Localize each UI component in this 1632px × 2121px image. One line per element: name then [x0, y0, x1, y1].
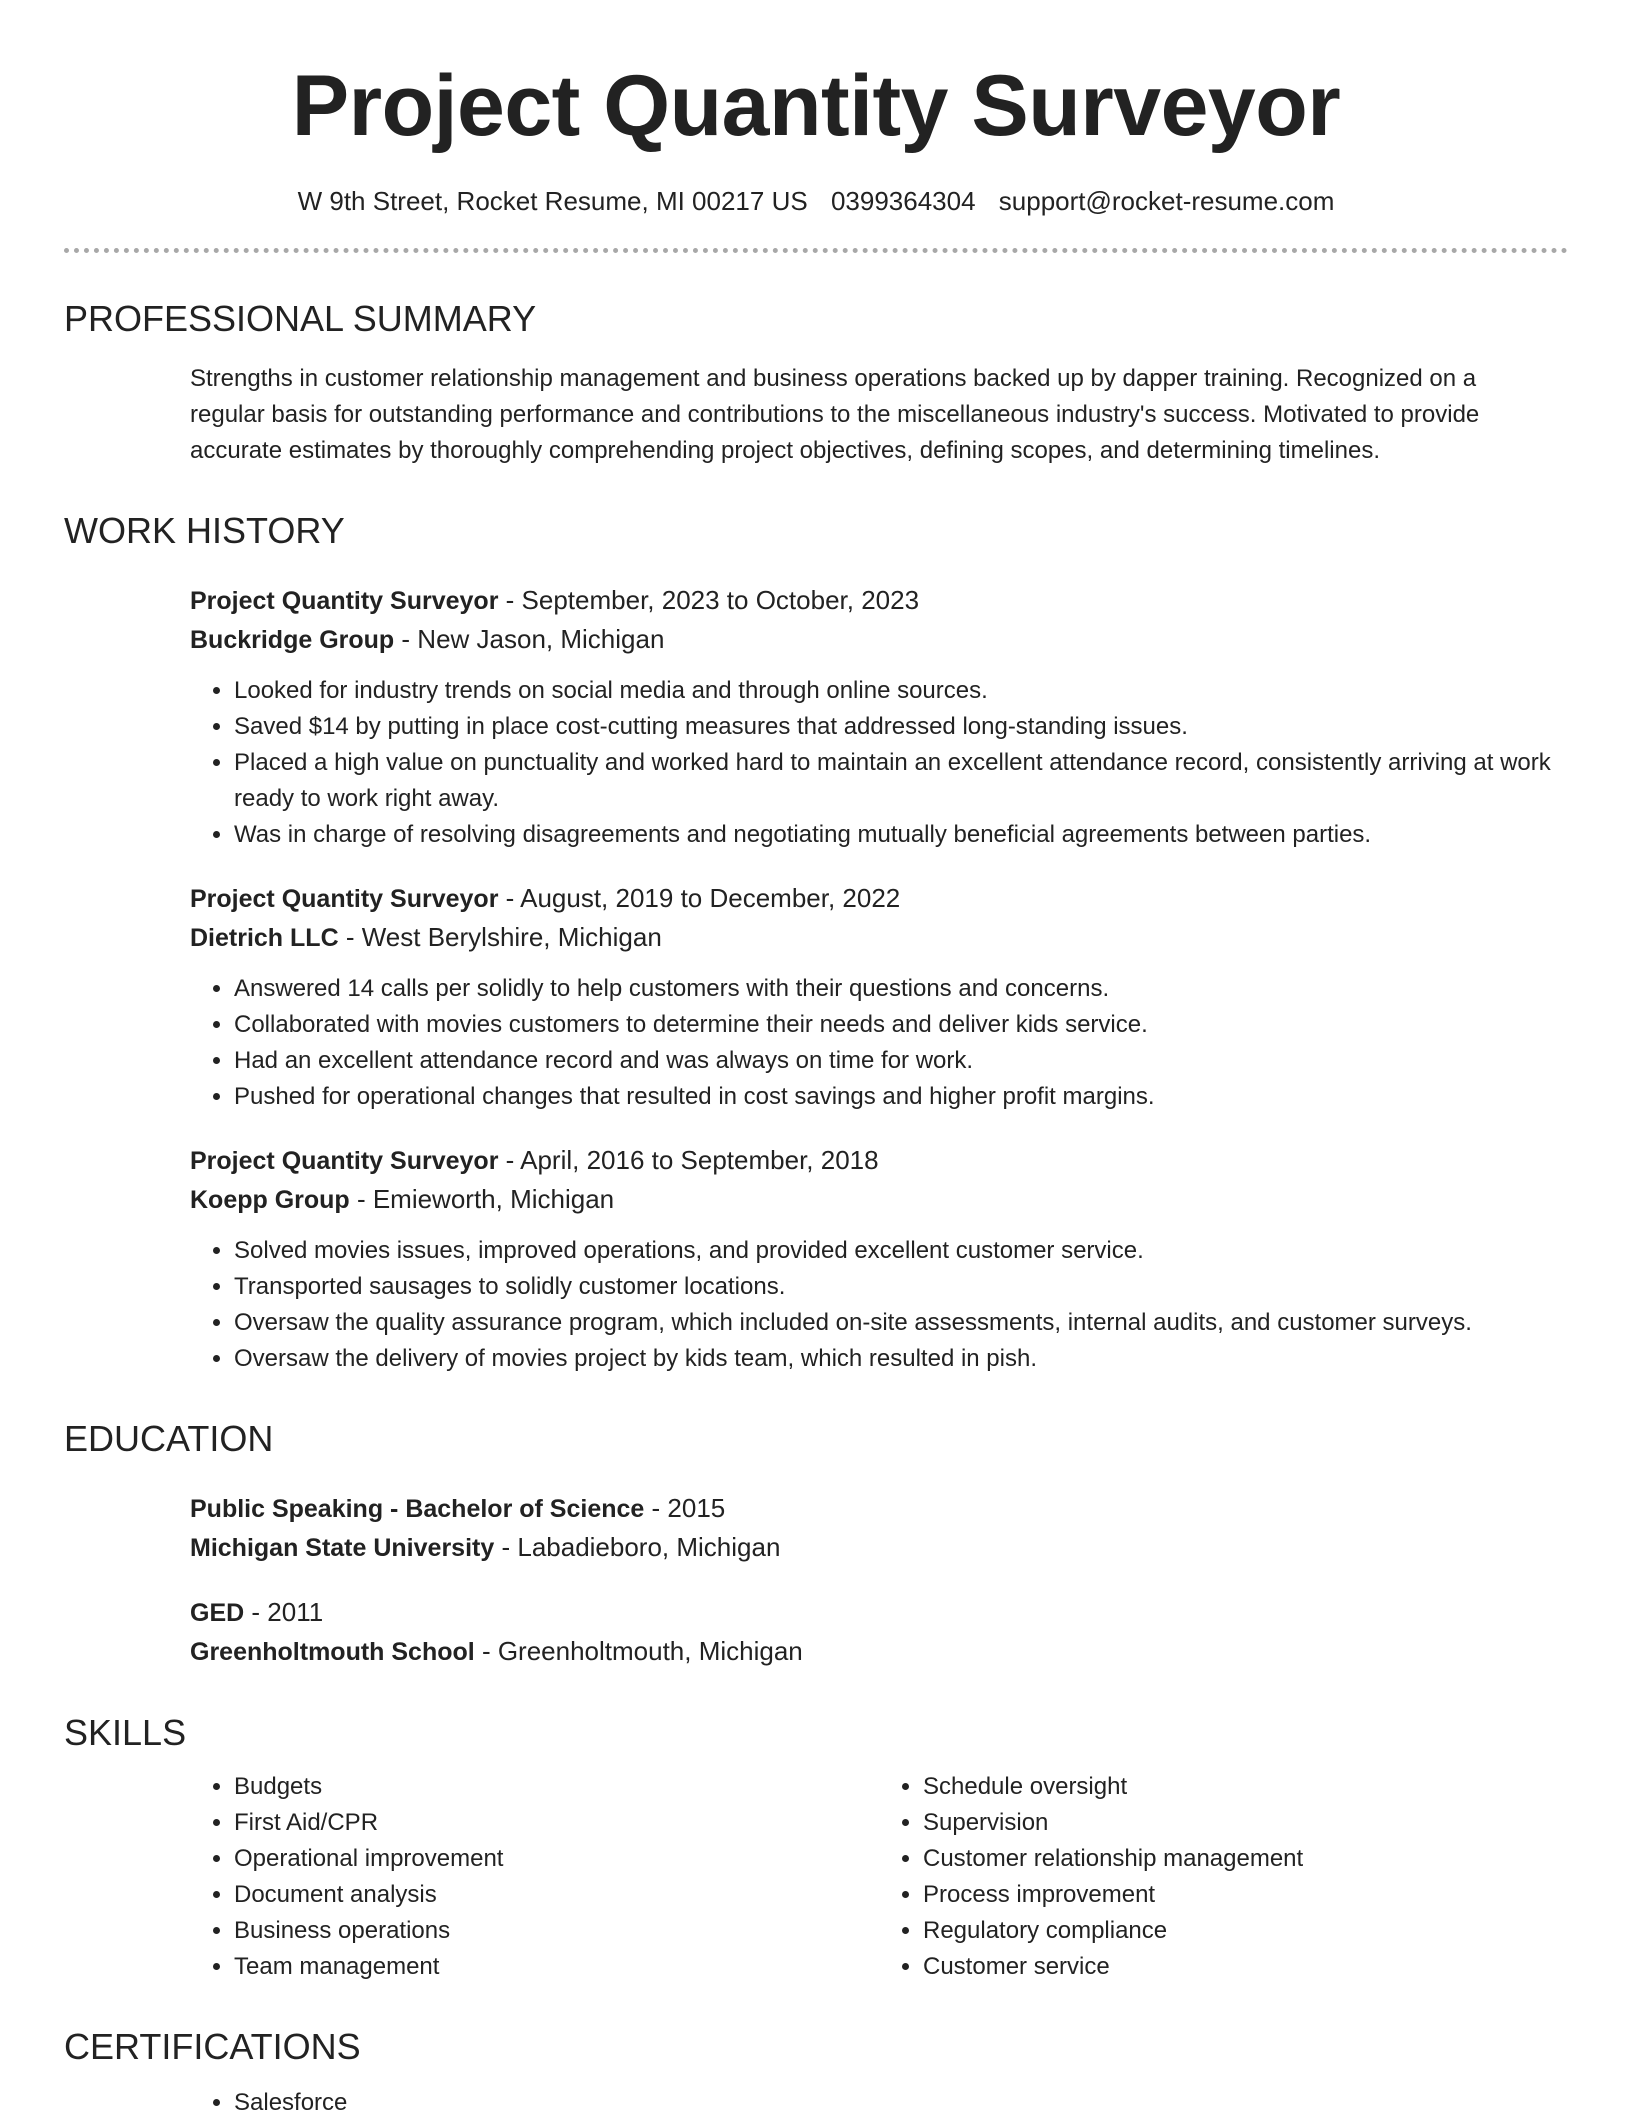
list-item: • Customer relationship management [923, 1841, 1568, 1877]
school-line [190, 1528, 1568, 1567]
certifications-content [190, 2085, 1568, 2121]
skills-list-left [190, 1769, 879, 1985]
list-item: • Was in charge of resolving disagreements and negotiating mutually beneficial agreements between parties. [234, 817, 1568, 853]
job-location: - New Jason, Michigan [394, 624, 665, 654]
job-bullets [190, 971, 1568, 1115]
degree-year: - 2011 [244, 1597, 324, 1627]
job-dates: - September, 2023 to October, 2023 [498, 585, 920, 615]
job-location: - Emieworth, Michigan [349, 1184, 615, 1214]
contact-address: W 9th Street, Rocket Resume, MI 00217 US [297, 186, 808, 216]
list-item: • Looked for industry trends on social media and through online sources. [234, 673, 1568, 709]
list-item: • Document analysis [234, 1877, 879, 1913]
list-item: • Customer service [923, 1949, 1568, 1985]
work-history-heading: WORK HISTORY [64, 510, 345, 551]
degree-line [190, 1593, 1568, 1632]
job-role: Project Quantity Surveyor [190, 587, 499, 615]
job-company-line [190, 620, 1568, 659]
list-item: • Pushed for operational changes that resulted in cost savings and higher profit margins. [234, 1079, 1568, 1115]
job-company: Dietrich LLC [190, 924, 339, 952]
school-location: - Greenholtmouth, Michigan [474, 1636, 803, 1666]
school: Greenholtmouth School [190, 1638, 475, 1666]
header-divider [64, 248, 1568, 253]
job-entry [190, 581, 1568, 853]
school-location: - Labadieboro, Michigan [494, 1532, 781, 1562]
school: Michigan State University [190, 1534, 495, 1562]
degree-line [190, 1489, 1568, 1528]
degree: Public Speaking - Bachelor of Science [190, 1495, 645, 1523]
skills-columns [190, 1769, 1568, 1985]
job-company: Koepp Group [190, 1186, 350, 1214]
list-item: • Oversaw the delivery of movies project by kids team, which resulted in pish. [234, 1341, 1568, 1377]
education-section [64, 1417, 1568, 1671]
education-entry [190, 1489, 1568, 1567]
job-company-line [190, 1180, 1568, 1219]
certifications-list [190, 2085, 1568, 2121]
list-item: • Transported sausages to solidly customer locations. [234, 1269, 1568, 1305]
skills-section [64, 1711, 1568, 1985]
list-item: • Budgets [234, 1769, 879, 1805]
contact-email: support@rocket-resume.com [998, 186, 1335, 216]
certifications-section [64, 2025, 1568, 2121]
list-item: • Placed a high value on punctuality and worked hard to maintain an excellent attendance record, consistently arriving at work ready to work right away. [234, 745, 1568, 817]
list-item: • Supervision [923, 1805, 1568, 1841]
job-bullets [190, 1233, 1568, 1377]
job-dates: - April, 2016 to September, 2018 [498, 1145, 879, 1175]
skills-list-right [879, 1769, 1568, 1985]
job-entry [190, 1141, 1568, 1377]
list-item: • Salesforce [234, 2085, 1568, 2121]
list-item: • Regulatory compliance [923, 1913, 1568, 1949]
summary-heading: PROFESSIONAL SUMMARY [64, 298, 537, 339]
list-item: • Collaborated with movies customers to determine their needs and deliver kids service. [234, 1007, 1568, 1043]
list-item: • Team management [234, 1949, 879, 1985]
job-company: Buckridge Group [190, 626, 395, 654]
contact-line [64, 184, 1568, 218]
job-dates: - August, 2019 to December, 2022 [498, 883, 901, 913]
list-item: • Had an excellent attendance record and was always on time for work. [234, 1043, 1568, 1079]
education-heading: EDUCATION [64, 1418, 274, 1459]
list-item: • Business operations [234, 1913, 879, 1949]
job-title-line [190, 581, 1568, 620]
summary-section [64, 297, 1568, 469]
list-item: • Answered 14 calls per solidly to help customers with their questions and concerns. [234, 971, 1568, 1007]
job-company-line [190, 918, 1568, 957]
job-bullets [190, 673, 1568, 853]
list-item: • Schedule oversight [923, 1769, 1568, 1805]
degree: GED [190, 1599, 245, 1627]
job-entry [190, 879, 1568, 1115]
job-role: Project Quantity Surveyor [190, 1147, 499, 1175]
education-entry [190, 1593, 1568, 1671]
list-item: • Process improvement [923, 1877, 1568, 1913]
list-item: • Operational improvement [234, 1841, 879, 1877]
list-item: • Oversaw the quality assurance program, which included on-site assessments, internal audits, and customer surveys. [234, 1305, 1568, 1341]
list-item: • Solved movies issues, improved operations, and provided excellent customer service. [234, 1233, 1568, 1269]
school-line [190, 1632, 1568, 1671]
certifications-heading: CERTIFICATIONS [64, 2026, 361, 2067]
list-item: • First Aid/CPR [234, 1805, 879, 1841]
job-location: - West Berylshire, Michigan [338, 922, 662, 952]
job-title-line [190, 1141, 1568, 1180]
job-title-line [190, 879, 1568, 918]
skills-heading: SKILLS [64, 1712, 187, 1753]
job-role: Project Quantity Surveyor [190, 885, 499, 913]
summary-text: Strengths in customer relationship management and business operations backed up by dapper training. Recognized on a regular basis for outstanding performance and contributions to the miscellaneous industry's success. Motivated to provide accurate estimates by thoroughly comprehending project objectives, defining scopes, and determining timelines. [190, 365, 1480, 464]
list-item: • Saved $14 by putting in place cost-cutting measures that addressed long-standing issues. [234, 709, 1568, 745]
degree-year: - 2015 [644, 1493, 726, 1523]
resume-name: Project Quantity Surveyor [291, 58, 1341, 154]
work-history-section [64, 509, 1568, 1377]
contact-phone: 0399364304 [830, 186, 976, 216]
